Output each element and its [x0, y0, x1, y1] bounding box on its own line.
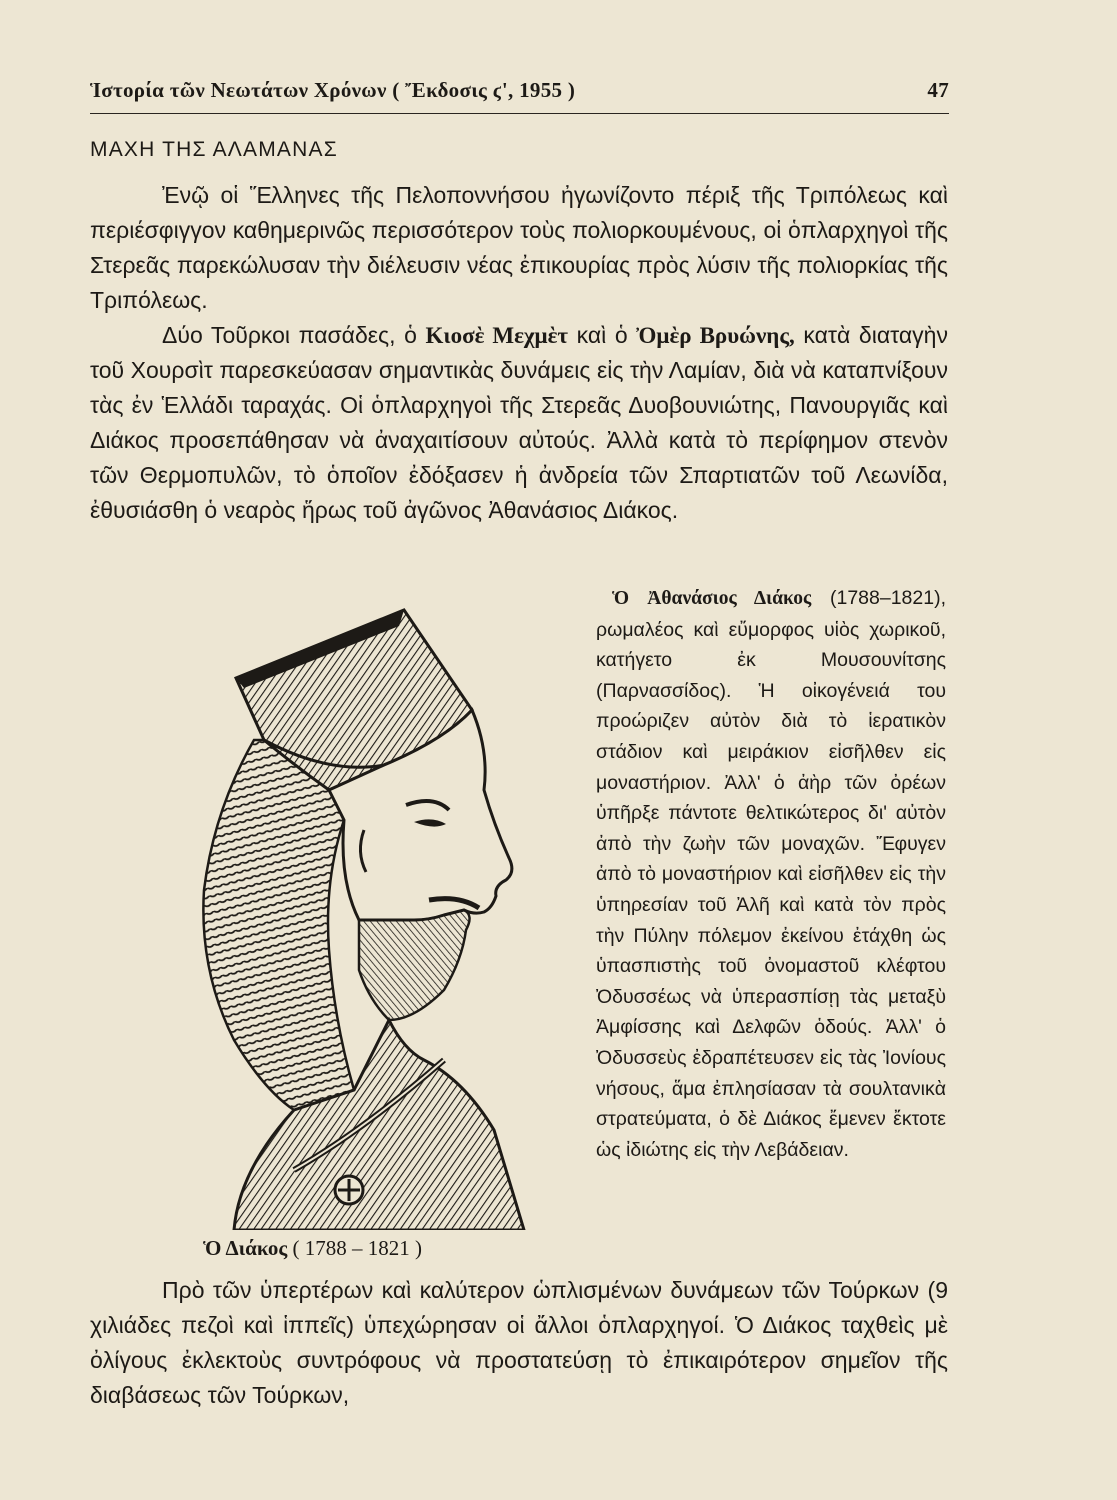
section-title: ΜΑΧΗ ΤΗΣ ΑΛΑΜΑΝΑΣ: [90, 138, 338, 161]
name-kiose-mehmet: Κιοσὲ Μεχμὲτ: [425, 323, 569, 348]
caption-dates: ( 1788 – 1821 ): [292, 1236, 423, 1260]
caption-name: Ὁ Διάκος: [203, 1236, 288, 1260]
portrait-engraving-icon: [144, 590, 564, 1230]
portrait-caption: [203, 1236, 422, 1261]
sidebar-name: Ὁ Ἀθανάσιος Διάκος: [612, 588, 812, 609]
paragraph-2-part-2: καὶ ὁ: [568, 322, 637, 348]
paragraph-2: [90, 318, 948, 528]
sidebar-body: (1788–1821), ρωμαλέος καὶ εὔμορφος υἱὸς χωρικοῦ, κατήγετο ἐκ Μουσουνίτσης (Παρνασσίδος). Ἡ οἰκογένειά του προώριζεν αὐτὸν διὰ τὸ ἱερατικὸν στάδιον καὶ μειράκιον εἰσῆλθεν εἰς μοναστήριον. Ἀλλ' ὁ ἀὴρ τῶν ὀρέων ὑπῆρξε πάντοτε θελτικώτερος δι' αὐτὸν ἀπὸ τὴν ζωὴν τῶν μοναχῶν. Ἔφυγεν ἀπὸ τὸ μοναστήριον καὶ εἰσῆλθεν εἰς τὴν ὑπηρεσίαν τοῦ Ἀλῆ καὶ κατὰ τὸν πρὸς τὴν Πύλην πόλεμον ἐκείνου ἐτάχθη ὡς ὑπασπιστὴς τοῦ ὀνομαστοῦ κλέφτου Ὀδυσσέως νὰ ὑπερασπίσῃ τὰς μεταξὺ Ἀμφίσσης καὶ Δελφῶν ὁδούς. Ἀλλ' ὁ Ὀδυσσεὺς ἐδραπέτευσεν εἰς τὰς Ἰονίους νήσους, ἅμα ἐπλησίασαν τὰ σουλτανικὰ στρατεύματα, ὁ δὲ Διάκος ἔμενεν ἔκτοτε ὡς ἰδιώτης εἰς τὴν Λεβάδειαν.: [596, 587, 946, 1161]
paragraph-2-part-1: Δύο Τοῦρκοι πασάδες, ὁ: [162, 322, 426, 348]
sidebar-text: [596, 583, 946, 1165]
running-title: Ἱστορία τῶν Νεωτάτων Χρόνων ( Ἔκδοσις ϛ', 1955 ): [90, 78, 576, 102]
name-omer-vryonis: Ὀμὲρ Βρυώνης,: [636, 323, 795, 348]
page-number: 47: [927, 78, 949, 102]
paragraph-2-part-3: κατὰ διαταγὴν τοῦ Χουρσὶτ παρεσκεύασαν σημαντικὰς δυνάμεις εἰς τὴν Λαμίαν, διὰ νὰ καταπνίξουν τὰς ἐν Ἑλλάδι ταραχάς. Οἱ ὁπλαρχηγοὶ τῆς Στερεᾶς Δυοβουνιώτης, Πανουργιᾶς καὶ Διάκος προσεπάθησαν νὰ ἀναχαιτίσουν αὐτούς. Ἀλλὰ κατὰ τὸ περίφημον στενὸν τῶν Θερμοπυλῶν, τὸ ὁποῖον ἐδόξασεν ἡ ἀνδρεία τῶν Σπαρτιατῶν τοῦ Λεωνίδα, ἐθυσιάσθη ὁ νεαρὸς ἥρως τοῦ ἀγῶνος Ἀθανάσιος Διάκος.: [90, 322, 948, 523]
paragraph-1: Ἐνῷ οἱ Ἕλληνες τῆς Πελοποννήσου ἠγωνίζοντο πέριξ τῆς Τριπόλεως καὶ περιέσφιγγον καθημερινῶς περισσότερον τοὺς πολιορκουμένους, οἱ ὁπλαρχηγοὶ τῆς Στερεᾶς παρεκώλυσαν τὴν διέλευσιν νέας ἐπικουρίας πρὸς λύσιν τῆς πολιορκίας τῆς Τριπόλεως.: [90, 182, 948, 313]
top-body-text: [90, 178, 948, 528]
bottom-body-text: [90, 1273, 948, 1413]
sidebar-paragraph: [596, 583, 946, 1165]
running-head: [90, 78, 949, 103]
header-rule: [90, 113, 949, 114]
paragraph-3: Πρὸ τῶν ὑπερτέρων καὶ καλύτερον ὡπλισμένων δυνάμεων τῶν Τούρκων (9 χιλιάδες πεζοὶ καὶ ἱππεῖς) ὑπεχώρησαν οἱ ἄλλοι ὁπλαρχηγοί. Ὁ Διάκος ταχθεὶς μὲ ὀλίγους ἐκλεκτοὺς συντρόφους νὰ προστατεύσῃ τὸ ἐπικαιρότερον σημεῖον τῆς διαβάσεως τῶν Τούρκων,: [90, 1277, 948, 1408]
